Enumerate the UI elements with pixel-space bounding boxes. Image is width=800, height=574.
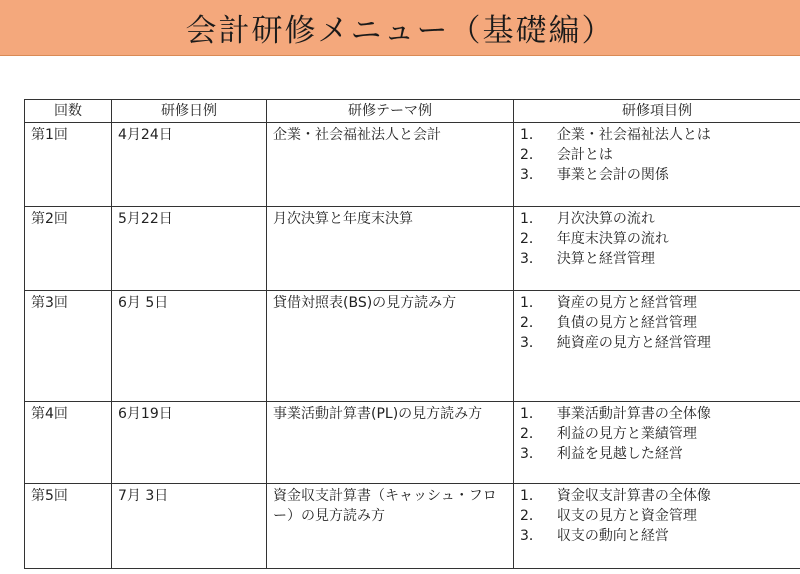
session-cell: 第5回 [25, 484, 112, 569]
column-header-items: 研修項目例 [514, 100, 800, 123]
item-line [520, 293, 794, 313]
item-number: 3． [520, 446, 543, 462]
table-row [25, 291, 800, 402]
item-text: 資金収支計算書の全体像 [556, 488, 711, 504]
items-cell [514, 484, 800, 569]
item-line [520, 526, 794, 546]
column-header-session: 回数 [25, 100, 112, 123]
item-text: 純資産の見方と経営管理 [556, 335, 711, 351]
item-line [520, 209, 794, 229]
item-text: 事業活動計算書の全体像 [556, 406, 711, 422]
date-cell: 4月24日 [112, 123, 267, 207]
item-number: 2． [520, 231, 543, 247]
session-cell: 第1回 [25, 123, 112, 207]
table-row [25, 484, 800, 569]
item-number: 2． [520, 426, 543, 442]
item-number: 1． [520, 488, 543, 504]
item-text: 決算と経営管理 [556, 251, 655, 267]
title-banner [0, 0, 800, 56]
item-number: 1． [520, 295, 543, 311]
item-number: 3． [520, 251, 543, 267]
item-text: 会計とは [556, 147, 613, 163]
theme-cell: 事業活動計算書(PL)の見方読み方 [267, 402, 514, 484]
item-line [520, 125, 794, 145]
item-line [520, 165, 794, 185]
item-text: 月次決算の流れ [556, 211, 655, 227]
date-cell: 5月22日 [112, 207, 267, 291]
item-text: 負債の見方と経営管理 [556, 315, 697, 331]
date-cell: 6月 5日 [112, 291, 267, 402]
column-header-theme: 研修テーマ例 [267, 100, 514, 123]
item-text: 利益を見越した経営 [556, 446, 683, 462]
item-number: 3． [520, 335, 543, 351]
item-line [520, 333, 794, 353]
item-text: 収支の見方と資金管理 [556, 508, 697, 524]
item-line [520, 313, 794, 333]
theme-cell: 資金収支計算書（キャッシュ・フロー）の見方読み方 [267, 484, 514, 569]
page-title: 会計研修メニュー（基礎編） [185, 13, 615, 49]
items-cell [514, 123, 800, 207]
date-cell: 6月19日 [112, 402, 267, 484]
item-line [520, 249, 794, 269]
item-number: 2． [520, 147, 543, 163]
session-cell: 第4回 [25, 402, 112, 484]
table-row [25, 207, 800, 291]
session-cell: 第3回 [25, 291, 112, 402]
item-text: 利益の見方と業績管理 [556, 426, 697, 442]
training-menu-table [24, 99, 800, 569]
column-header-date: 研修日例 [112, 100, 267, 123]
item-line [520, 229, 794, 249]
item-number: 2． [520, 315, 543, 331]
table-row [25, 123, 800, 207]
items-cell [514, 207, 800, 291]
theme-cell: 貸借対照表(BS)の見方読み方 [267, 291, 514, 402]
item-number: 3． [520, 167, 543, 183]
theme-cell: 月次決算と年度末決算 [267, 207, 514, 291]
date-cell: 7月 3日 [112, 484, 267, 569]
item-line [520, 444, 794, 464]
item-text: 事業と会計の関係 [556, 167, 669, 183]
item-line [520, 424, 794, 444]
table-header-row [25, 100, 800, 123]
item-line [520, 404, 794, 424]
item-number: 1． [520, 406, 543, 422]
theme-cell: 企業・社会福祉法人と会計 [267, 123, 514, 207]
items-cell [514, 402, 800, 484]
item-line [520, 506, 794, 526]
item-number: 1． [520, 127, 543, 143]
item-line [520, 486, 794, 506]
item-line [520, 145, 794, 165]
item-text: 年度末決算の流れ [556, 231, 669, 247]
item-text: 収支の動向と経営 [556, 528, 669, 544]
item-number: 2． [520, 508, 543, 524]
item-number: 1． [520, 211, 543, 227]
item-text: 企業・社会福祉法人とは [556, 127, 711, 143]
items-cell [514, 291, 800, 402]
item-number: 3． [520, 528, 543, 544]
session-cell: 第2回 [25, 207, 112, 291]
table-row [25, 402, 800, 484]
item-text: 資産の見方と経営管理 [556, 295, 697, 311]
